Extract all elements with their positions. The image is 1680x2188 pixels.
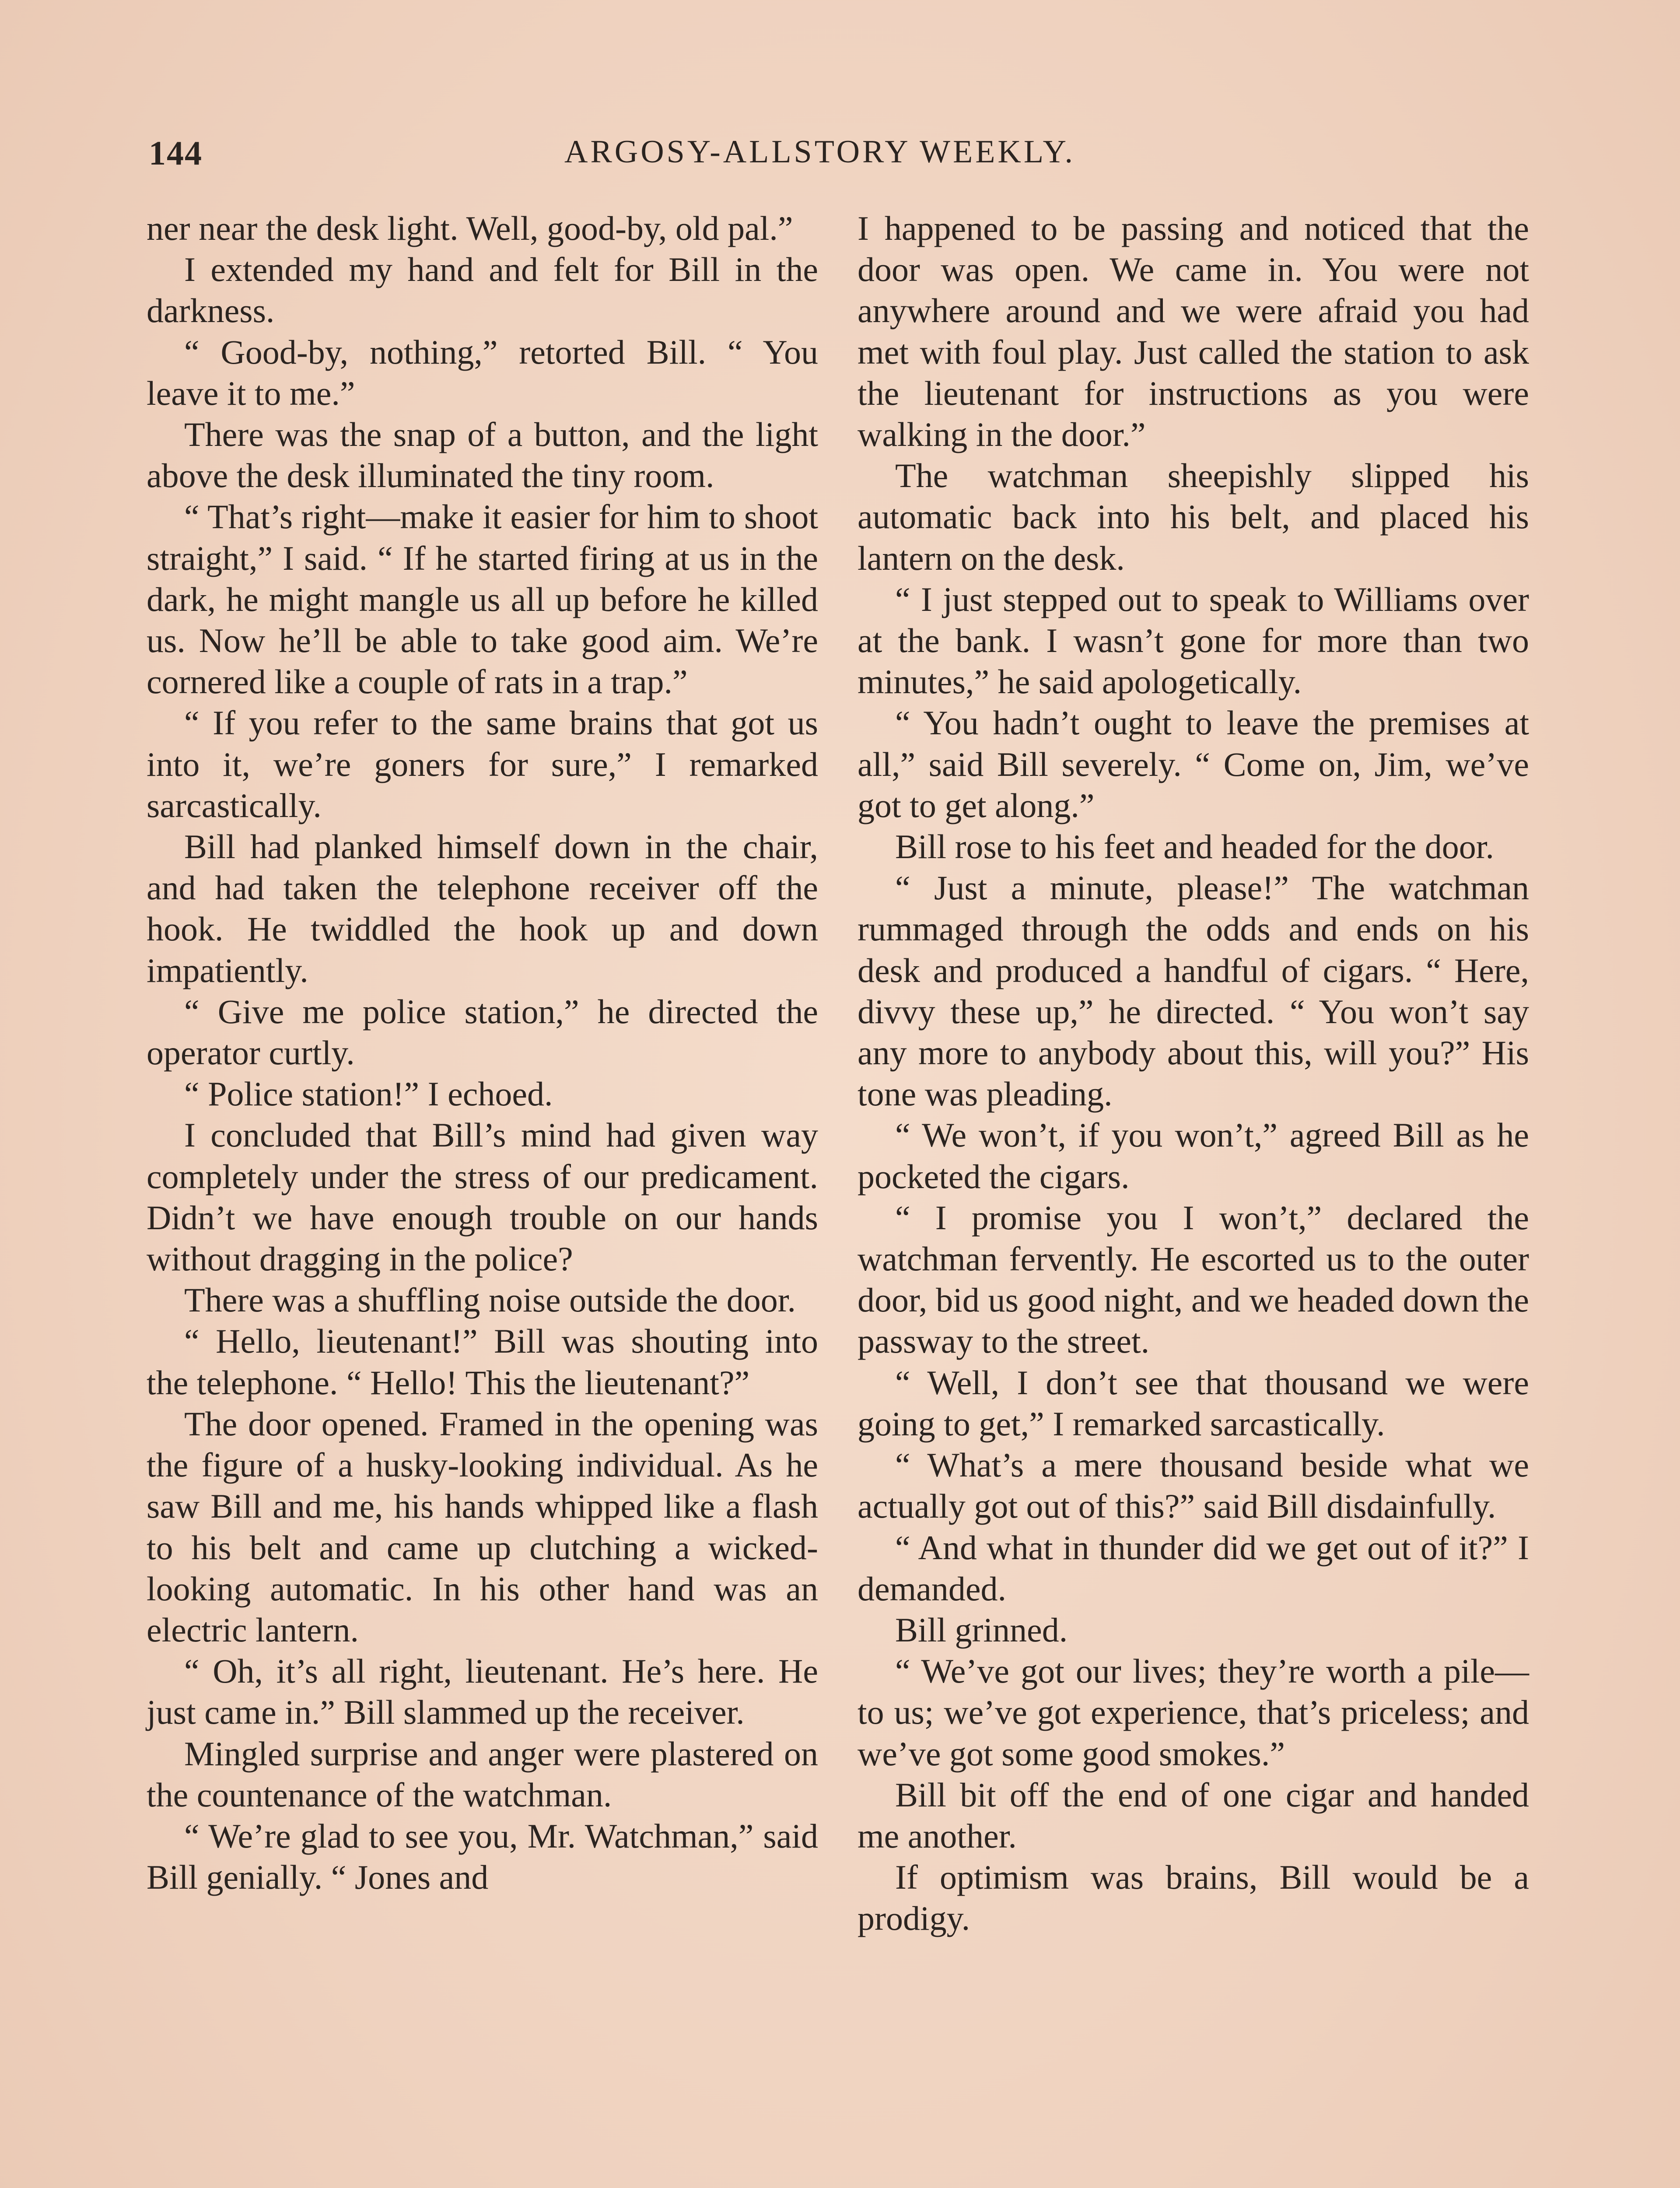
- paragraph: “ Oh, it’s all right, lieutenant. He’s here. He just came in.” Bill slammed up the receiver.: [147, 1652, 818, 1732]
- paragraph: “ Good-by, nothing,” retorted Bill. “ You leave it to me.”: [147, 333, 818, 412]
- paragraph: “ You hadn’t ought to leave the premises at all,” said Bill severely. “ Come on, Jim, we’ve got to get along.”: [858, 704, 1529, 824]
- paragraph: I concluded that Bill’s mind had given way completely under the stress of our predicament. Didn’t we have enough trouble on our hands without dragging in the police?: [147, 1116, 818, 1278]
- paragraph: “ Well, I don’t see that thousand we were going to get,” I remarked sarcastically.: [858, 1363, 1529, 1443]
- left-column: [147, 208, 818, 1898]
- paragraph: “ Just a minute, please!” The watchman rummaged through the odds and ends on his desk and produced a handful of cigars. “ Here, divvy these up,” he directed. “ You won’t say any more to anybody about this, will you?” His tone was pleading.: [858, 869, 1529, 1113]
- paragraph: “ Give me police station,” he directed the operator curtly.: [147, 992, 818, 1072]
- page-number: 144: [149, 134, 203, 172]
- paragraph: There was a shuffling noise outside the door.: [184, 1281, 796, 1319]
- paragraph: “ We’re glad to see you, Mr. Watchman,” said Bill genially. “ Jones and: [147, 1816, 818, 1897]
- paragraph: The door opened. Framed in the opening was the figure of a husky-looking individual. As he saw Bill and me, his hands whipped like a flash to his belt and came up clutching a wicked-looking automatic. In his other hand was an electric lantern.: [147, 1404, 818, 1649]
- paragraph: “ I promise you I won’t,” declared the watchman fervently. He escorted us to the outer door, bid us good night, and we headed down the passway to the street.: [858, 1198, 1529, 1360]
- paragraph: “ What’s a mere thousand beside what we actually got out of this?” said Bill disdainfully.: [858, 1446, 1529, 1525]
- paragraph: Bill rose to his feet and headed for the door.: [895, 828, 1494, 866]
- paragraph: “ Hello, lieutenant!” Bill was shouting into the telephone. “ Hello! This the lieutenant?”: [147, 1322, 818, 1402]
- paragraph: “ And what in thunder did we get out of it?” I demanded.: [858, 1528, 1529, 1608]
- paragraph: I happened to be passing and noticed that the door was open. We came in. You were not anywhere around and we were afraid you had met with foul play. Just called the station to ask the lieutenant for instructions as you were walking in the door.”: [858, 209, 1529, 454]
- paragraph: “ Police station!” I echoed.: [184, 1075, 553, 1113]
- running-title: ARGOSY-ALLSTORY WEEKLY.: [564, 134, 1076, 170]
- paragraph: “ That’s right—make it easier for him to shoot straight,” I said. “ If he started firing at us in the dark, he might mangle us all up before he killed us. Now he’ll be able to take good aim. We’re cornered like a couple of rats in a trap.”: [147, 498, 818, 701]
- paragraph: I extended my hand and felt for Bill in the darkness.: [147, 250, 818, 330]
- paragraph: “ If you refer to the same brains that got us into it, we’re goners for sure,” I remarked sarcastically.: [147, 704, 818, 824]
- paragraph: “ We’ve got our lives; they’re worth a pile—to us; we’ve got experience, that’s priceless; and we’ve got some good smokes.”: [858, 1652, 1529, 1773]
- right-column: [858, 208, 1529, 1939]
- paragraph: The watchman sheepishly slipped his automatic back into his belt, and placed his lantern on the desk.: [858, 456, 1529, 577]
- paragraph: “ We won’t, if you won’t,” agreed Bill as he pocketed the cigars.: [858, 1116, 1529, 1196]
- paragraph: Bill bit off the end of one cigar and handed me another.: [858, 1775, 1529, 1855]
- paragraph: ner near the desk light. Well, good-by, old pal.”: [147, 209, 793, 247]
- paragraph: “ I just stepped out to speak to Williams over at the bank. I wasn’t gone for more than two minutes,” he said apologetically.: [858, 580, 1529, 701]
- paragraph: There was the snap of a button, and the light above the desk illuminated the tiny room.: [147, 415, 818, 495]
- paragraph: If optimism was brains, Bill would be a prodigy.: [858, 1858, 1529, 1938]
- page-header: [149, 133, 1540, 182]
- paragraph: Mingled surprise and anger were plastered on the countenance of the watchman.: [147, 1734, 818, 1814]
- paragraph: Bill had planked himself down in the chair, and had taken the telephone receiver off the hook. He twiddled the hook up and down impatiently.: [147, 828, 818, 989]
- paragraph: Bill grinned.: [895, 1610, 1068, 1649]
